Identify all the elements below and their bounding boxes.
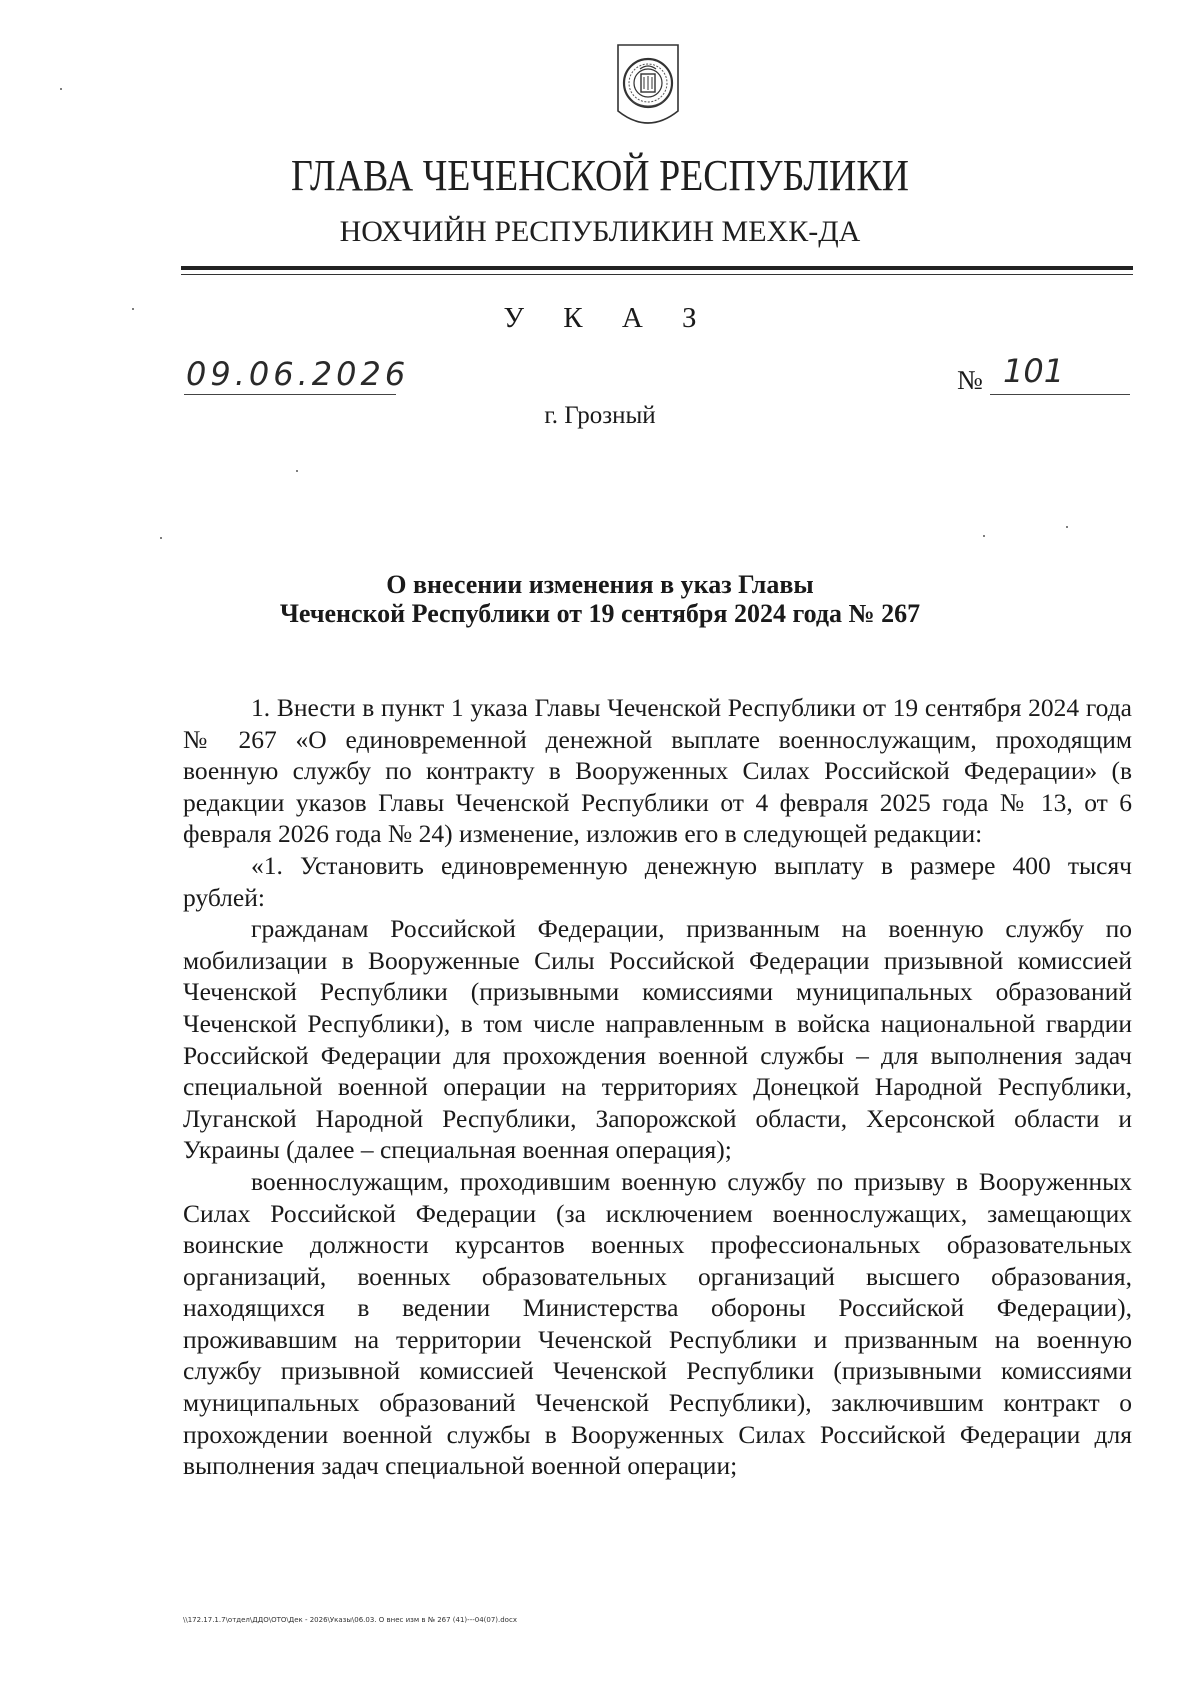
decree-subject xyxy=(0,570,1200,628)
document-type: У К А З xyxy=(503,302,713,334)
paragraph-4: военнослужащим, проходившим военную службу по призыву в Вооруженных Силах Российской Федерации (за исключением военнослужащих, замещающих воинские должности курсантов военных профессиональных образовательных организаций, военных образовательных организаций высшего образования, находящихся в ведении Министерства обороны Российской Федерации), проживавшим на территории Чеченской Республики и призванным на военную службу призывной комиссией Чеченской Республики (призывными комиссиями муниципальных образований Чеченской Республики), заключившим контракт о прохождении военной службы в Вооруженных Силах Российской Федерации для выполнения задач специальной военной операции; xyxy=(183,1166,1132,1481)
scan-speck xyxy=(160,537,162,539)
file-path-footer: \\172.17.1.7\отдел\ДДО\ОТО\Дек - 2026\Указы\06.03. О внес изм в № 267 (41)---04(07).docx xyxy=(183,1616,517,1624)
paragraph-3: гражданам Российской Федерации, призванным на военную службу по мобилизации в Вооруженные Силы Российской Федерации призывной комиссией Чеченской Республики (призывными комиссиями муниципальных образований Чеченской Республики), в том числе направленным в войска национальной гвардии Российской Федерации для прохождения военной службы – для выполнения задач специальной военной операции на территориях Донецкой Народной Республики, Луганской Народной Республики, Запорожской области, Херсонской области и Украины (далее – специальная военная операция); xyxy=(183,914,1132,1165)
date-underline xyxy=(184,394,396,395)
coat-of-arms-emblem-icon xyxy=(614,41,682,135)
header-rule-thin xyxy=(181,274,1133,275)
header-rule-thick xyxy=(181,266,1133,270)
subject-line-2: Чеченской Республики от 19 сентября 2024 года № 267 xyxy=(279,599,921,628)
scan-speck xyxy=(296,470,298,472)
paragraph-2: «1. Установить единовременную денежную выплату в размере 400 тысяч рублей: xyxy=(183,850,1132,912)
decree-number: 101 xyxy=(1003,352,1065,390)
decree-city: г. Грозный xyxy=(544,402,656,429)
subject-line-1: О внесении изменения в указ Главы xyxy=(386,570,814,599)
decree-body xyxy=(183,692,1132,1482)
scan-speck xyxy=(1066,526,1068,528)
scan-speck xyxy=(983,535,985,537)
issuer-title-chechen: НОХЧИЙН РЕСПУБЛИКИН МЕХК-ДА xyxy=(339,215,861,248)
decree-date: 09.06.2026 xyxy=(186,355,410,393)
scan-speck xyxy=(132,308,134,310)
number-underline xyxy=(990,394,1130,395)
number-label: № xyxy=(957,365,983,395)
issuer-title: ГЛАВА ЧЕЧЕНСКОЙ РЕСПУБЛИКИ xyxy=(291,151,909,200)
scan-speck xyxy=(60,88,62,90)
paragraph-1: 1. Внести в пункт 1 указа Главы Чеченской Республики от 19 сентября 2024 года № 267 «О единовременной денежной выплате военнослужащим, проходящим военную службу по контракту в Вооруженных Силах Российской Федерации» (в редакции указов Главы Чеченской Республики от 4 февраля 2025 года № 13, от 6 февраля 2026 года № 24) изменение, изложив его в следующей редакции: xyxy=(183,693,1132,849)
